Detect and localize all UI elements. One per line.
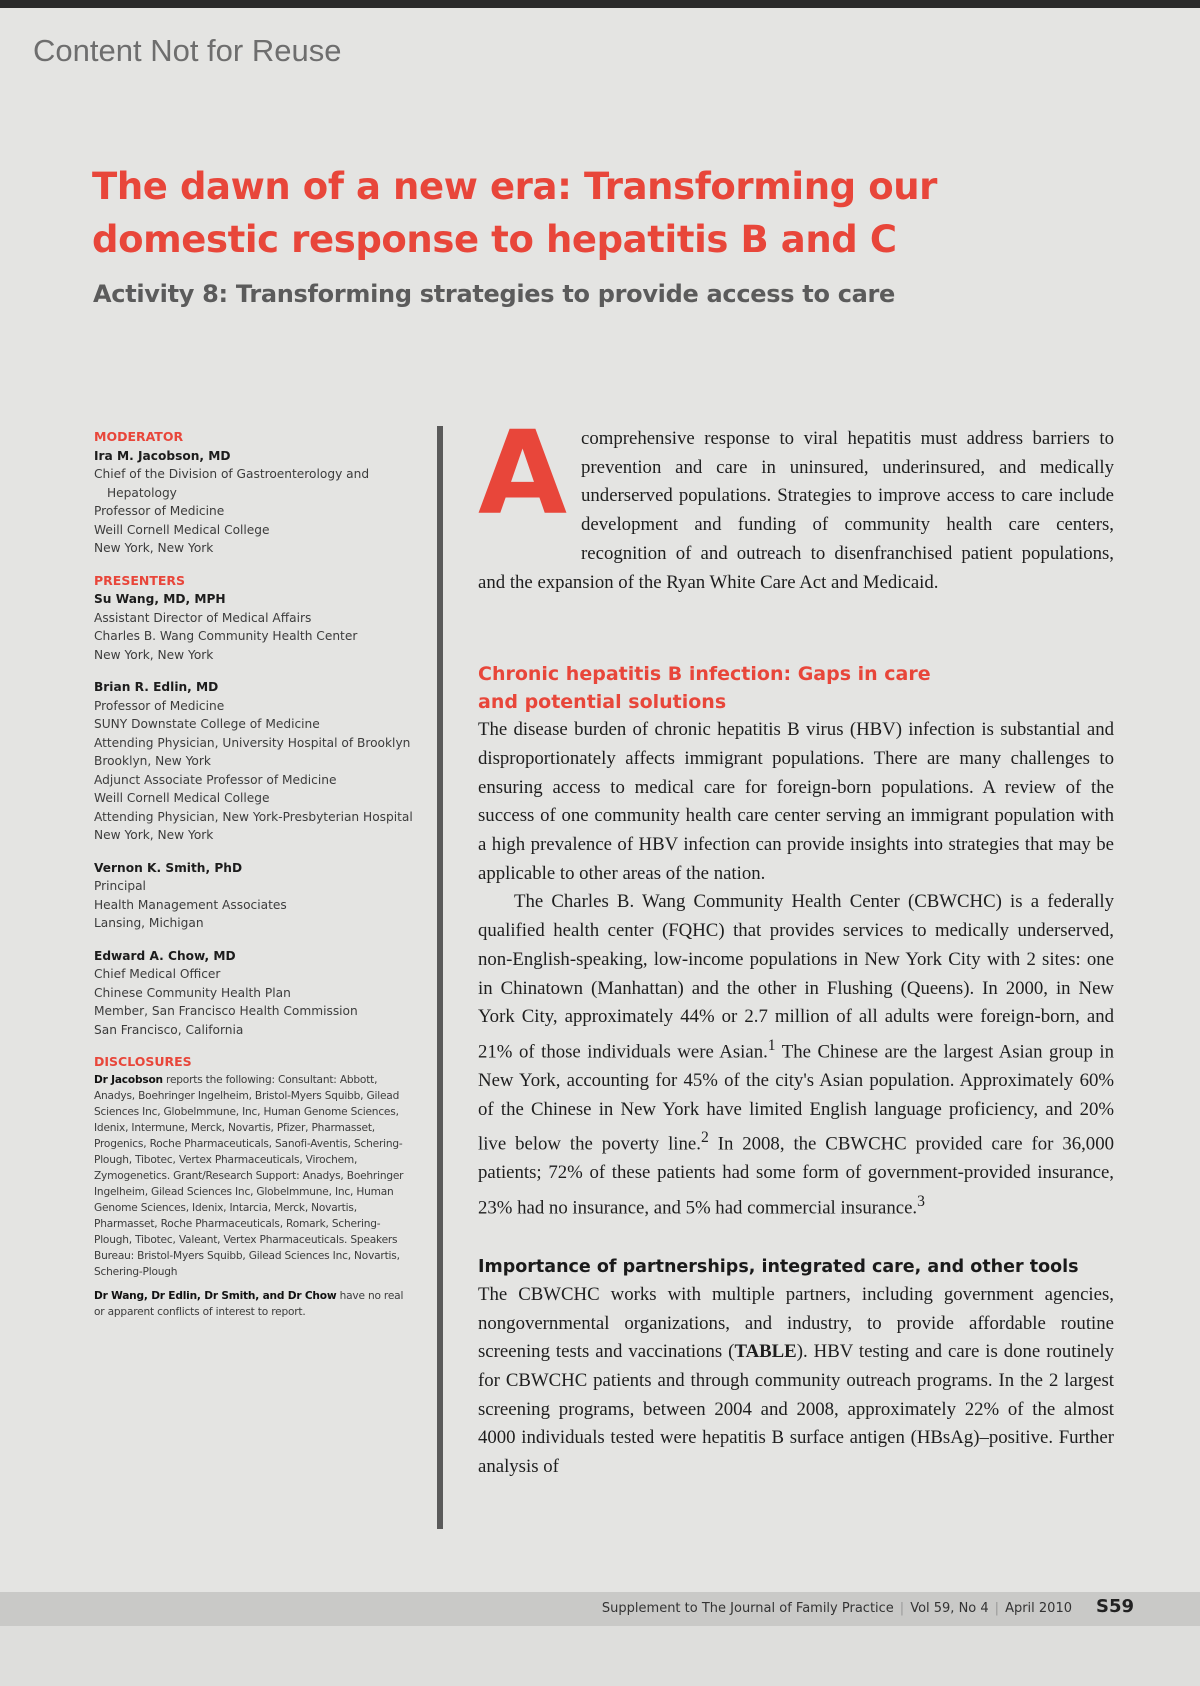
volume-issue: Vol 59, No 4 [910, 1601, 989, 1616]
footer-citation [602, 1601, 1072, 1616]
contributors-sidebar [94, 428, 414, 1328]
presenters-heading: PRESENTERS [94, 572, 186, 588]
paragraph-text: The Chinese are the largest Asian group in New York, accounting for 45% of the city's Asian population. Approximately 60% of the Chinese in New York have limited English language proficiency, and 20% live below the poverty line. [478, 1041, 1114, 1155]
presenter-affiliation: Principal [94, 879, 146, 893]
presenter-name: Edward A. Chow, MD [94, 948, 236, 963]
reference-marker: 1 [767, 1036, 776, 1054]
paragraph-text: The Charles B. Wang Community Health Center (CBWCHC) is a federally qualified health center (FQHC) that provides services to medically underserved, non-English-speaking, low-income populations in New York City with 2 sites: one in Chinatown (Manhattan) and the other in Flushing (Queens). In 2000, in New York City, approximately 44% or 2.7 million of all adults were foreign-born, and 21% of those individuals were Asian. [478, 891, 1114, 1063]
watermark: Content Not for Reuse [33, 33, 342, 68]
lead-text: comprehensive response to viral hepatitis must address barriers to prevention and care in uninsured, underinsured, and medically underserved populations. Strategies to improve access to care include development and funding of community health care centers, recognition of and outreach to disenfranchised patient populations, and the expansion of the Ryan White Care Act and Medicaid. [478, 428, 1114, 593]
article-subtitle: Activity 8: Transforming strategies to provide access to care [93, 280, 896, 308]
presenter-affiliation: Member, San Francisco Health Commission [94, 1004, 358, 1018]
presenter-affiliation: Lansing, Michigan [94, 916, 204, 930]
lead-paragraph [478, 407, 1114, 597]
column-divider [437, 426, 443, 1529]
presenter-block [94, 590, 414, 664]
moderator-block [94, 447, 414, 558]
footer-separator: | [994, 1601, 1000, 1616]
presenter-affiliation: New York, New York [94, 647, 214, 662]
journal-name: Supplement to The Journal of Family Practice [601, 1601, 894, 1616]
article-body [478, 407, 1115, 1482]
presenter-affiliation: Charles B. Wang Community Health Center [94, 629, 358, 643]
moderator-name: Ira M. Jacobson, MD [94, 448, 231, 463]
presenter-block [94, 859, 414, 933]
presenter-affiliation: Weill Cornell Medical College [94, 791, 270, 805]
page-number: S59 [1095, 1596, 1134, 1617]
presenter-affiliation: Attending Physician, University Hospital of Brooklyn [94, 735, 411, 750]
presenter-affiliation: Chinese Community Health Plan [94, 985, 291, 1000]
disclosure-text: reports the following: Consultant: Abbott, Anadys, Boehringer Ingelheim, Bristol-Myers Squibb, Gilead Sciences Inc, Globelmmune, Inc, Human Genome Sciences, Idenix, Intermune, Merck, Novartis, Pfizer, Pharmasset, Progenics, Roche Pharmaceuticals, Sanofi-Aventis, Schering-Plough, Tibotec, Vertex Pharmaceuticals, Virochem, Zymogenetics. Grant/Research Support: Anadys, Boehringer Ingelheim, Gilead Sciences Inc, Globelmmune, Inc, Human Genome Sciences, Idenix, Intarcia, Merck, Novartis, Pharmasset, Roche Pharmaceuticals, Romark, Schering-Plough, Tibotec, Valeant, Vertex Pharmaceuticals. Speakers Bureau: Bristol-Myers Squibb, Gilead Sciences Inc, Novartis, Schering-Plough [94, 1073, 404, 1278]
presenter-name: Vernon K. Smith, PhD [94, 860, 243, 875]
presenter-affiliation: San Francisco, California [94, 1022, 244, 1037]
paragraph-text: The CBWCHC works with multiple partners, including government agencies, nongovernmental organizations, and industry, to provide affordable routine screening tests and vaccinations ( [478, 1283, 1114, 1363]
disclosure-name: Dr Wang, Dr Edlin, Dr Smith, and Dr Chow [94, 1289, 337, 1302]
issue-date: April 2010 [1005, 1601, 1072, 1616]
presenter-affiliation: New York, New York [94, 828, 214, 842]
presenter-affiliation: Professor of Medicine [94, 698, 225, 713]
presenter-name: Su Wang, MD, MPH [94, 592, 226, 606]
presenter-affiliation: Attending Physician, New York-Presbyterian Hospital [94, 809, 413, 824]
page-footer [0, 1592, 1200, 1626]
disclosures-heading: DISCLOSURES [94, 1054, 192, 1069]
moderator-heading: MODERATOR [94, 429, 184, 444]
presenter-affiliation: Adjunct Associate Professor of Medicine [94, 772, 337, 787]
paragraph-text: In 2008, the CBWCHC provided care for 36,000 patients; 72% of these patients had some form of government-provided insurance, 23% had no insurance, and 5% had commercial insurance. [478, 1133, 1114, 1219]
footer-separator: | [899, 1601, 905, 1616]
moderator-affiliation: Weill Cornell Medical College [94, 522, 270, 537]
moderator-affiliation: New York, New York [94, 541, 214, 555]
body-paragraph: The disease burden of chronic hepatitis B virus (HBV) infection is substantial and disproportionately affects immigrant populations. There are many challenges to ensuring access to medical care for foreign-born populations. A review of the success of one community health care center serving an immigrant population with a high prevalence of HBV infection can provide insights into strategies that may be applicable to other areas of the nation. [478, 719, 1114, 884]
table-reference: TABLE [734, 1341, 797, 1363]
moderator-affiliation: Professor of Medicine [94, 504, 225, 518]
presenter-affiliation: Brooklyn, New York [94, 754, 211, 768]
disclosure-jacobson [94, 1072, 414, 1280]
top-edge [0, 0, 1200, 8]
presenter-affiliation: Health Management Associates [94, 897, 287, 912]
page-bottom-margin [0, 1626, 1200, 1686]
disclosure-name: Dr Jacobson [94, 1073, 163, 1086]
presenter-affiliation: Assistant Director of Medical Affairs [94, 610, 312, 625]
reference-marker: 3 [917, 1193, 925, 1210]
subsection-heading: Importance of partnerships, integrated care, and other tools [478, 1256, 1079, 1277]
paragraph-text: ). HBV testing and care is done routinely for CBWCHC patients and through community outreach programs. In the 2 largest screening programs, between 2004 and 2008, approximately 22% of the almost 4000 individuals tested were hepatitis B surface antigen (HBsAg)–positive. Further analysis of [478, 1341, 1115, 1478]
body-paragraph [478, 1281, 1114, 1482]
presenter-affiliation: Chief Medical Officer [94, 967, 221, 981]
disclosure-text: have no real or apparent conflicts of interest to report. [94, 1289, 404, 1318]
moderator-affiliation: Chief of the Division of Gastroenterology and Hepatology [94, 467, 370, 500]
article-title: The dawn of a new era: Transforming our domestic response to hepatitis B and C [92, 165, 938, 261]
disclosure-others [94, 1288, 414, 1320]
presenter-block [94, 947, 414, 1040]
reference-marker: 2 [700, 1129, 709, 1147]
presenter-affiliation: SUNY Downstate College of Medicine [94, 717, 320, 731]
body-paragraph [478, 888, 1114, 1223]
section-heading: Chronic hepatitis B infection: Gaps in care and potential solutions [478, 663, 931, 714]
presenter-block [94, 678, 414, 845]
presenter-name: Brian R. Edlin, MD [94, 680, 219, 694]
drop-cap: A [478, 407, 568, 541]
